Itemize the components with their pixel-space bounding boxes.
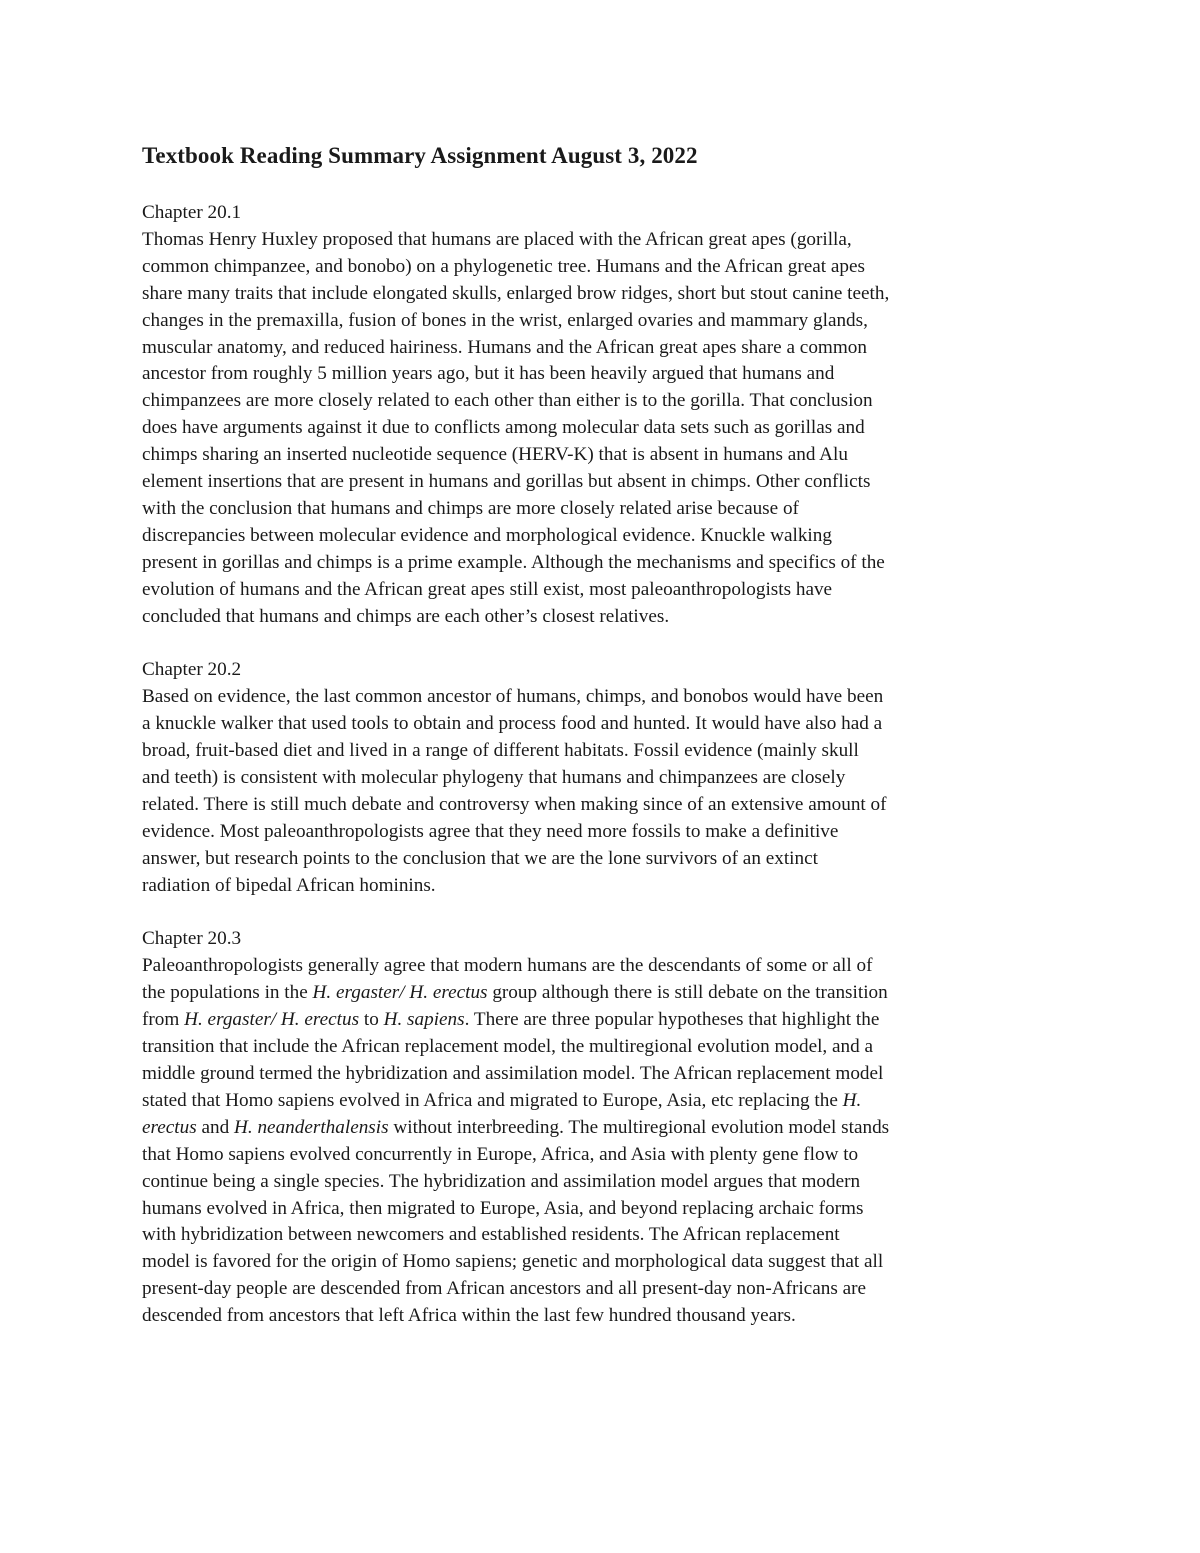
text-run: a knuckle walker that used tools to obtain and process food and hunted. It would have also had a: [142, 713, 883, 735]
text-run: answer, but research points to the conclusion that we are the lone survivors of an extinct: [142, 847, 818, 869]
text-run: evolution of humans and the African great apes still exist, most paleoanthropologists have: [142, 578, 833, 600]
text-line: [142, 873, 1062, 900]
text-run: with hybridization between newcomers and established residents. The African replacement: [142, 1224, 840, 1246]
text-run: ancestor from roughly 5 million years ago, but it has been heavily argued that humans and: [142, 363, 835, 385]
section-chapter-20-2: [142, 657, 1062, 899]
text-line: [142, 684, 1062, 711]
text-run: stated that Homo sapiens evolved in Africa and migrated to Europe, Asia, etc replacing the: [142, 1089, 843, 1111]
text-line: [142, 335, 1062, 362]
text-run: does have arguments against it due to conflicts among molecular data sets such as gorillas and: [142, 417, 865, 439]
text-run: and teeth) is consistent with molecular phylogeny that humans and chimpanzees are closely: [142, 767, 846, 789]
text-line: [142, 738, 1062, 765]
text-line: [142, 308, 1062, 335]
text-line: [142, 846, 1062, 873]
text-run: Based on evidence, the last common ancestor of humans, chimps, and bonobos would have been: [142, 686, 884, 708]
italic-text: H.: [842, 1089, 862, 1111]
text-line: [142, 1007, 1062, 1034]
text-run: to: [359, 1009, 384, 1031]
text-run: present in gorillas and chimps is a prime example. Although the mechanisms and specifics of the: [142, 551, 885, 573]
text-run: related. There is still much debate and controversy when making since of an extensive amount of: [142, 793, 887, 815]
text-run: from: [142, 1009, 185, 1031]
text-run: muscular anatomy, and reduced hairiness. Humans and the African great apes share a common: [142, 336, 867, 358]
text-run: share many traits that include elongated skulls, enlarged brow ridges, short but stout canine teeth,: [142, 282, 890, 304]
text-line: [142, 980, 1062, 1007]
text-line: [142, 577, 1062, 604]
section-body: [142, 684, 1062, 899]
section-chapter-20-1: [142, 200, 1062, 631]
text-run: discrepancies between molecular evidence and morphological evidence. Knuckle walking: [142, 524, 832, 546]
text-line: [142, 227, 1062, 254]
italic-text: H. ergaster/ H. erectus: [312, 982, 488, 1004]
text-run: middle ground termed the hybridization and assimilation model. The African replacement model: [142, 1062, 884, 1084]
text-run: Thomas Henry Huxley proposed that humans are placed with the African great apes (gorilla,: [142, 228, 852, 250]
text-run: . There are three popular hypotheses that highlight the: [464, 1009, 880, 1031]
text-line: [142, 792, 1062, 819]
text-line: [142, 415, 1062, 442]
text-line: [142, 604, 1062, 631]
text-line: [142, 1115, 1062, 1142]
section-heading: Chapter 20.3: [142, 928, 242, 950]
text-run: with the conclusion that humans and chimps are more closely related arise because of: [142, 497, 799, 519]
text-line: [142, 953, 1062, 980]
text-run: the populations in the: [142, 982, 313, 1004]
text-run: humans evolved in Africa, then migrated to Europe, Asia, and beyond replacing archaic forms: [142, 1197, 864, 1219]
text-run: descended from ancestors that left Africa within the last few hundred thousand years.: [142, 1305, 796, 1327]
text-line: [142, 819, 1062, 846]
text-line: [142, 1034, 1062, 1061]
text-run: group although there is still debate on the transition: [487, 982, 888, 1004]
section-body: [142, 953, 1062, 1330]
text-run: transition that include the African replacement model, the multiregional evolution model, and a: [142, 1036, 874, 1058]
document-page: [142, 140, 1062, 1357]
text-line: [142, 1088, 1062, 1115]
text-line: [142, 1142, 1062, 1169]
text-line: [142, 361, 1062, 388]
italic-text: H. neanderthalensis: [234, 1116, 389, 1138]
text-line: [142, 469, 1062, 496]
text-run: element insertions that are present in humans and gorillas but absent in chimps. Other conflicts: [142, 471, 871, 493]
text-run: without interbreeding. The multiregional evolution model stands: [388, 1116, 890, 1138]
text-run: chimpanzees are more closely related to each other than either is to the gorilla. That conclusion: [142, 390, 873, 412]
section-chapter-20-3: [142, 926, 1062, 1330]
text-line: [142, 550, 1062, 577]
text-run: evidence. Most paleoanthropologists agree that they need more fossils to make a definitive: [142, 820, 839, 842]
text-line: [142, 1196, 1062, 1223]
text-line: [142, 1249, 1062, 1276]
text-line: [142, 711, 1062, 738]
text-line: [142, 496, 1062, 523]
text-line: [142, 1303, 1062, 1330]
section-heading: Chapter 20.1: [142, 202, 242, 223]
text-run: changes in the premaxilla, fusion of bones in the wrist, enlarged ovaries and mammary glands,: [142, 309, 868, 331]
text-line: [142, 254, 1062, 281]
text-run: chimps sharing an inserted nucleotide sequence (HERV-K) that is absent in humans and Alu: [142, 444, 848, 466]
italic-text: H. ergaster/ H. erectus: [184, 1009, 360, 1031]
italic-text: H. sapiens: [383, 1009, 465, 1031]
text-line: [142, 1222, 1062, 1249]
text-run: that Homo sapiens evolved concurrently in Europe, Africa, and Asia with plenty gene flow to: [142, 1143, 859, 1165]
text-line: [142, 442, 1062, 469]
text-line: [142, 388, 1062, 415]
text-line: [142, 1169, 1062, 1196]
text-line: [142, 1061, 1062, 1088]
text-run: present-day people are descended from African ancestors and all present-day non-Africans are: [142, 1278, 866, 1300]
section-body: [142, 227, 1062, 631]
text-run: broad, fruit-based diet and lived in a range of different habitats. Fossil evidence (mainly skull: [142, 740, 859, 762]
text-line: [142, 765, 1062, 792]
text-line: [142, 1276, 1062, 1303]
text-run: continue being a single species. The hybridization and assimilation model argues that modern: [142, 1170, 861, 1192]
text-run: concluded that humans and chimps are each other’s closest relatives.: [142, 605, 670, 627]
text-run: radiation of bipedal African hominins.: [142, 874, 436, 896]
document-title: Textbook Reading Summary Assignment August 3, 2022: [142, 143, 698, 168]
text-run: common chimpanzee, and bonobo) on a phylogenetic tree. Humans and the African great apes: [142, 255, 866, 277]
section-heading: Chapter 20.2: [142, 659, 242, 681]
text-line: [142, 523, 1062, 550]
italic-text: erectus: [142, 1116, 197, 1138]
text-run: Paleoanthropologists generally agree that modern humans are the descendants of some or all of: [142, 955, 873, 977]
text-run: and: [196, 1116, 235, 1138]
text-line: [142, 281, 1062, 308]
text-run: model is favored for the origin of Homo sapiens; genetic and morphological data suggest that all: [142, 1251, 884, 1273]
